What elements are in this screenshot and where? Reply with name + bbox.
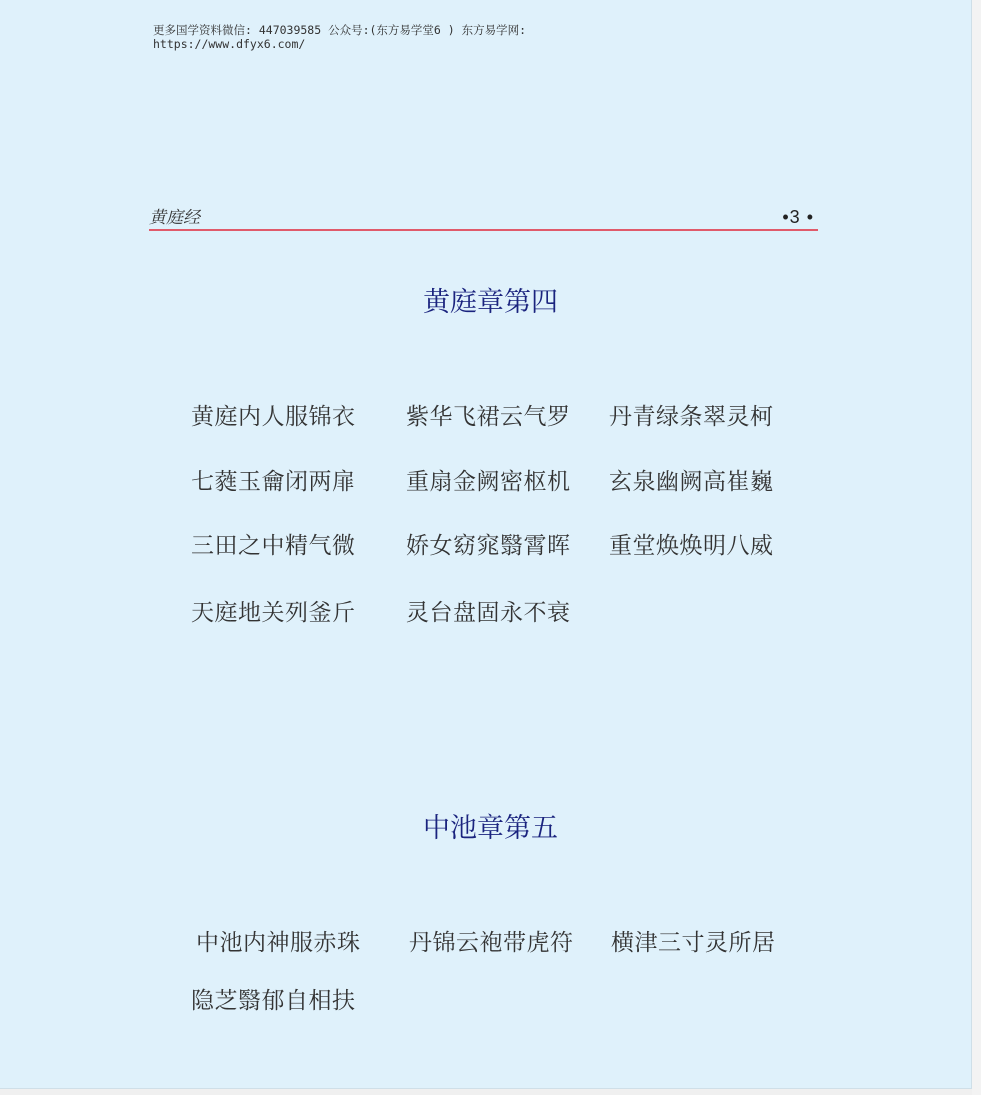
chapter-title: 中池章第五 — [423, 813, 558, 844]
watermark-text — [153, 23, 713, 51]
watermark-line-1: 更多国学资料微信: 447039585 公众号:(东方易学堂6 ) 东方易学网: — [153, 23, 527, 37]
verse-line: 黄庭内人服锦衣 — [191, 404, 356, 430]
verse-line: 天庭地关列釜斤 — [191, 600, 356, 626]
verse-line: 重堂焕焕明八威 — [609, 533, 774, 559]
verse-line: 中池内神服赤珠 — [196, 930, 361, 956]
verse-line: 隐芝翳郁自相扶 — [191, 988, 356, 1014]
running-header — [149, 207, 818, 231]
verse-line: 玄泉幽阙高崔巍 — [609, 469, 774, 495]
page-number: •3 • — [782, 207, 814, 227]
scrollbar[interactable] — [972, 0, 981, 1095]
verse-line: 七蕤玉龠闭两扉 — [191, 469, 356, 495]
running-title: 黄庭经 — [149, 208, 200, 228]
chapter-title: 黄庭章第四 — [423, 287, 558, 318]
verse-line: 紫华飞裙云气罗 — [406, 404, 571, 430]
verse-line: 丹青绿条翠灵柯 — [609, 404, 774, 430]
watermark-line-2: https://www.dfyx6.com/ — [153, 37, 306, 51]
verse-line: 娇女窈窕翳霄晖 — [406, 533, 571, 559]
verse-line: 丹锦云袍带虎符 — [409, 930, 574, 956]
verse-line: 灵台盘固永不衰 — [406, 600, 571, 626]
verse-line: 三田之中精气微 — [191, 533, 356, 559]
verse-line: 重扇金阙密枢机 — [406, 469, 571, 495]
verse-line: 横津三寸灵所居 — [611, 930, 776, 956]
